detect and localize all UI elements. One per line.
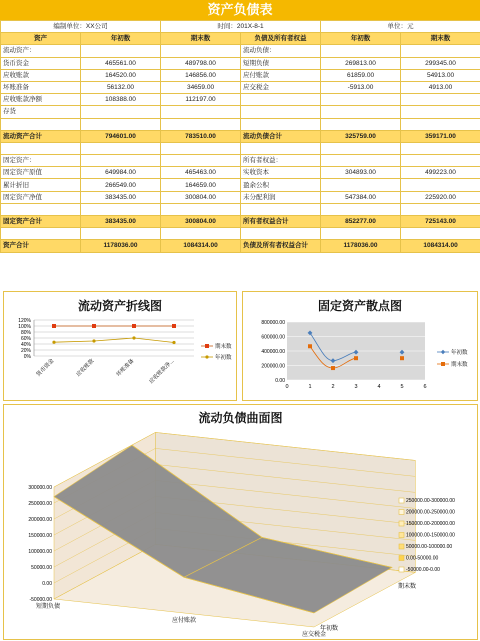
x-tick-label: 1 bbox=[308, 384, 312, 390]
company-label: 编制单位：XX公司 bbox=[1, 21, 161, 33]
total-row bbox=[1, 216, 480, 228]
legend-swatch bbox=[399, 556, 404, 561]
table-cell bbox=[161, 155, 241, 167]
table-cell bbox=[81, 45, 161, 57]
table-cell: 实收资本 bbox=[241, 167, 321, 179]
y-tick-label: 400000.00 bbox=[261, 349, 285, 355]
table-cell bbox=[401, 142, 480, 154]
table-cell bbox=[81, 203, 161, 215]
table-cell: 固定资产： bbox=[1, 155, 81, 167]
y-tick-label: 120% bbox=[18, 318, 31, 324]
table-cell: 108388.00 bbox=[81, 94, 161, 106]
legend-swatch bbox=[399, 544, 404, 549]
table-cell: 56132.00 bbox=[81, 81, 161, 93]
table-cell bbox=[241, 142, 321, 154]
scatter-chart bbox=[243, 292, 479, 402]
legend-swatch bbox=[399, 521, 404, 526]
table-row bbox=[1, 167, 480, 179]
y-tick-label: 100000.00 bbox=[28, 549, 52, 555]
table-cell bbox=[161, 142, 241, 154]
table-cell bbox=[1, 203, 81, 215]
legend-label: 0.00-50000.00 bbox=[406, 555, 439, 562]
y-tick-label: 100% bbox=[18, 324, 31, 330]
table-cell bbox=[241, 106, 321, 118]
chart-title: 流动资产折线图 bbox=[77, 299, 162, 313]
table-cell: 225920.00 bbox=[401, 191, 480, 203]
x-tick-label: 应交税金 bbox=[301, 632, 327, 638]
table-cell: 325759.00 bbox=[321, 130, 401, 142]
col-header: 年初数 bbox=[321, 33, 401, 45]
legend-label: 50000.00-100000.00 bbox=[406, 544, 453, 550]
table-cell: 499223.00 bbox=[401, 167, 480, 179]
time-label: 时间：201X-8-1 bbox=[161, 21, 321, 33]
legend-swatch bbox=[399, 533, 404, 538]
table-cell: 存货 bbox=[1, 106, 81, 118]
table-cell: 164520.00 bbox=[81, 69, 161, 81]
legend-label: 年初数 bbox=[215, 355, 232, 361]
table-cell: 465463.00 bbox=[161, 167, 241, 179]
table-cell: 54913.00 bbox=[401, 69, 480, 81]
chart-title: 固定资产散点图 bbox=[317, 299, 402, 313]
table-cell: 359171.00 bbox=[401, 130, 480, 142]
table-row bbox=[1, 106, 480, 118]
data-point bbox=[354, 356, 358, 360]
x-tick-label: 坏账准备 bbox=[115, 358, 136, 378]
table-cell bbox=[321, 106, 401, 118]
table-cell: 725143.00 bbox=[401, 216, 480, 228]
legend-label: 150000.00-200000.00 bbox=[406, 521, 455, 527]
series-label: 期末数 bbox=[398, 584, 417, 590]
y-tick-label: 20% bbox=[20, 348, 31, 354]
table-cell: 固定资产原值 bbox=[1, 167, 81, 179]
data-point bbox=[172, 341, 175, 344]
table-cell: 应收账款净额 bbox=[1, 94, 81, 106]
table-cell bbox=[401, 155, 480, 167]
table-cell: 所有者权益合计 bbox=[241, 216, 321, 228]
table-cell: 383435.00 bbox=[81, 191, 161, 203]
x-tick-label: 6 bbox=[423, 384, 427, 390]
table-cell: 112197.00 bbox=[161, 94, 241, 106]
x-tick-label: 短期负债 bbox=[35, 604, 61, 610]
total-row bbox=[1, 240, 480, 252]
legend-label: -50000.00-0.00 bbox=[406, 567, 440, 573]
y-tick-label: 40% bbox=[20, 342, 31, 348]
data-point bbox=[172, 324, 176, 328]
x-tick-label: 5 bbox=[400, 384, 404, 390]
table-cell bbox=[1, 142, 81, 154]
legend-label: 期末数 bbox=[215, 344, 232, 350]
table-cell: 流动负债： bbox=[241, 45, 321, 57]
legend-label: 200000.00-250000.00 bbox=[406, 509, 455, 516]
table-row bbox=[1, 155, 480, 167]
scatter-chart-panel bbox=[242, 291, 478, 401]
page-title: 资产负债表 bbox=[0, 0, 480, 20]
table-cell bbox=[401, 179, 480, 191]
table-cell bbox=[81, 142, 161, 154]
table-cell bbox=[241, 203, 321, 215]
table-cell bbox=[161, 203, 241, 215]
table-row bbox=[1, 69, 480, 81]
table-row bbox=[1, 203, 480, 215]
table-row bbox=[1, 81, 480, 93]
table-cell: 164659.00 bbox=[161, 179, 241, 191]
data-point bbox=[52, 341, 55, 344]
table-cell: 383435.00 bbox=[81, 216, 161, 228]
y-tick-label: 600000.00 bbox=[261, 334, 285, 341]
unit-label: 单位：元 bbox=[321, 21, 480, 33]
table-cell: 累计折旧 bbox=[1, 179, 81, 191]
table-cell: -5913.00 bbox=[321, 81, 401, 93]
table-cell: 流动负债合计 bbox=[241, 130, 321, 142]
table-cell: 34659.00 bbox=[161, 81, 241, 93]
y-tick-label: 200000.00 bbox=[28, 517, 52, 523]
table-cell bbox=[81, 118, 161, 130]
table-cell: 304893.00 bbox=[321, 167, 401, 179]
legend-label: 100000.00-150000.00 bbox=[406, 532, 455, 539]
table-cell: 货币资金 bbox=[1, 57, 81, 69]
table-cell bbox=[161, 118, 241, 130]
table-cell: 794601.00 bbox=[81, 130, 161, 142]
table-cell: 269813.00 bbox=[321, 57, 401, 69]
table-row bbox=[1, 118, 480, 130]
table-cell: 未分配利润 bbox=[241, 191, 321, 203]
x-tick-label: 4 bbox=[377, 384, 381, 390]
table-cell bbox=[401, 106, 480, 118]
table-cell bbox=[161, 45, 241, 57]
col-header: 期末数 bbox=[401, 33, 480, 45]
table-cell bbox=[401, 203, 480, 215]
col-header: 年初数 bbox=[81, 33, 161, 45]
y-tick-label: 50000.00 bbox=[31, 565, 52, 571]
table-cell: 299345.00 bbox=[401, 57, 480, 69]
total-row bbox=[1, 130, 480, 142]
table-row bbox=[1, 191, 480, 203]
x-tick-label: 应收账款 bbox=[75, 358, 96, 378]
table-cell: 465561.00 bbox=[81, 57, 161, 69]
legend-marker bbox=[205, 355, 208, 358]
table-cell bbox=[81, 155, 161, 167]
line-chart-panel bbox=[3, 291, 237, 401]
table-cell bbox=[81, 228, 161, 240]
table-cell: 547384.00 bbox=[321, 191, 401, 203]
table-cell bbox=[321, 118, 401, 130]
x-tick-label: 货币资金 bbox=[35, 358, 56, 378]
table-cell: 1084314.00 bbox=[161, 240, 241, 252]
table-row bbox=[1, 57, 480, 69]
col-header: 资产 bbox=[1, 33, 81, 45]
table-cell bbox=[401, 94, 480, 106]
series-label: 年初数 bbox=[320, 626, 339, 632]
table-cell bbox=[161, 106, 241, 118]
y-tick-label: 60% bbox=[20, 336, 31, 342]
legend-label: 期末数 bbox=[451, 362, 468, 368]
table-cell: 资产合计 bbox=[1, 240, 81, 252]
y-tick-label: 300000.00 bbox=[28, 485, 52, 491]
x-tick-label: 应收账款净... bbox=[148, 358, 176, 386]
table-cell: 61859.00 bbox=[321, 69, 401, 81]
table-cell: 1178036.00 bbox=[321, 240, 401, 252]
y-tick-label: 0.00 bbox=[275, 378, 285, 384]
table-cell: 300804.00 bbox=[161, 191, 241, 203]
y-tick-label: 150000.00 bbox=[28, 533, 52, 539]
surface-chart bbox=[4, 405, 479, 641]
table-cell: 应交税金 bbox=[241, 81, 321, 93]
table-cell bbox=[401, 228, 480, 240]
table-cell bbox=[321, 203, 401, 215]
table-cell: 短期负债 bbox=[241, 57, 321, 69]
table-cell: 300804.00 bbox=[161, 216, 241, 228]
data-point bbox=[308, 344, 312, 348]
data-point bbox=[92, 339, 95, 342]
table-cell: 负债及所有者权益合计 bbox=[241, 240, 321, 252]
y-tick-label: 80% bbox=[20, 330, 31, 336]
table-cell: 489798.00 bbox=[161, 57, 241, 69]
y-tick-label: 0% bbox=[23, 354, 31, 360]
table-cell: 流动资产合计 bbox=[1, 130, 81, 142]
table-cell bbox=[401, 45, 480, 57]
table-cell: 盈余公积 bbox=[241, 179, 321, 191]
y-tick-label: 800000.00 bbox=[261, 320, 285, 326]
table-cell: 1084314.00 bbox=[401, 240, 480, 252]
x-tick-label: 3 bbox=[354, 384, 358, 390]
x-tick-label: 0 bbox=[285, 384, 289, 390]
table-cell bbox=[321, 142, 401, 154]
table-cell bbox=[401, 118, 480, 130]
data-point bbox=[400, 356, 404, 360]
table-row bbox=[1, 45, 480, 57]
table-cell: 应收账款 bbox=[1, 69, 81, 81]
table-cell: 1178036.00 bbox=[81, 240, 161, 252]
table-cell bbox=[321, 45, 401, 57]
table-cell: 固定资产合计 bbox=[1, 216, 81, 228]
col-header: 期末数 bbox=[161, 33, 241, 45]
table-cell bbox=[321, 94, 401, 106]
table-cell bbox=[161, 228, 241, 240]
table-cell bbox=[1, 228, 81, 240]
table-cell: 流动资产： bbox=[1, 45, 81, 57]
table-cell: 所有者权益： bbox=[241, 155, 321, 167]
table-row bbox=[1, 94, 480, 106]
table-cell: 852277.00 bbox=[321, 216, 401, 228]
legend-marker bbox=[205, 344, 209, 348]
table-cell: 266549.00 bbox=[81, 179, 161, 191]
x-tick-label: 2 bbox=[331, 384, 335, 390]
series-line bbox=[54, 338, 174, 343]
table-cell: 固定资产净值 bbox=[1, 191, 81, 203]
table-cell bbox=[321, 179, 401, 191]
legend-label: 250000.00-300000.00 bbox=[406, 498, 455, 504]
line-chart bbox=[4, 292, 238, 402]
table-cell bbox=[241, 94, 321, 106]
y-tick-label: 250000.00 bbox=[28, 501, 52, 507]
data-point bbox=[132, 336, 135, 339]
table-row bbox=[1, 228, 480, 240]
data-point bbox=[132, 324, 136, 328]
table-cell: 783510.00 bbox=[161, 130, 241, 142]
y-tick-label: 200000.00 bbox=[261, 363, 285, 370]
table-cell: 649984.00 bbox=[81, 167, 161, 179]
table-cell bbox=[81, 106, 161, 118]
balance-sheet-table bbox=[0, 20, 480, 253]
header-row bbox=[1, 33, 480, 45]
y-tick-label: 0.00 bbox=[42, 581, 52, 587]
table-cell: 4913.00 bbox=[401, 81, 480, 93]
x-tick-label: 应付账款 bbox=[171, 618, 197, 624]
data-point bbox=[52, 324, 56, 328]
data-point bbox=[92, 324, 96, 328]
table-cell bbox=[241, 118, 321, 130]
table-cell: 146856.00 bbox=[161, 69, 241, 81]
chart-title: 流动负债曲面图 bbox=[198, 411, 283, 425]
y-tick-label: -50000.00 bbox=[29, 597, 52, 603]
legend-swatch bbox=[399, 567, 404, 572]
legend-marker bbox=[441, 362, 445, 366]
table-cell bbox=[321, 228, 401, 240]
col-header: 负债及所有者权益 bbox=[241, 33, 321, 45]
table-cell: 坏账准备 bbox=[1, 81, 81, 93]
surface-chart-panel bbox=[3, 404, 478, 640]
table-row bbox=[1, 179, 480, 191]
legend-swatch bbox=[399, 510, 404, 515]
table-cell bbox=[1, 118, 81, 130]
table-cell bbox=[241, 228, 321, 240]
legend-label: 年初数 bbox=[451, 350, 468, 356]
legend-swatch bbox=[399, 498, 404, 503]
legend-marker bbox=[441, 350, 445, 354]
table-cell bbox=[321, 155, 401, 167]
info-row bbox=[1, 21, 480, 33]
table-cell: 应付账款 bbox=[241, 69, 321, 81]
table-row bbox=[1, 142, 480, 154]
data-point bbox=[331, 366, 335, 370]
